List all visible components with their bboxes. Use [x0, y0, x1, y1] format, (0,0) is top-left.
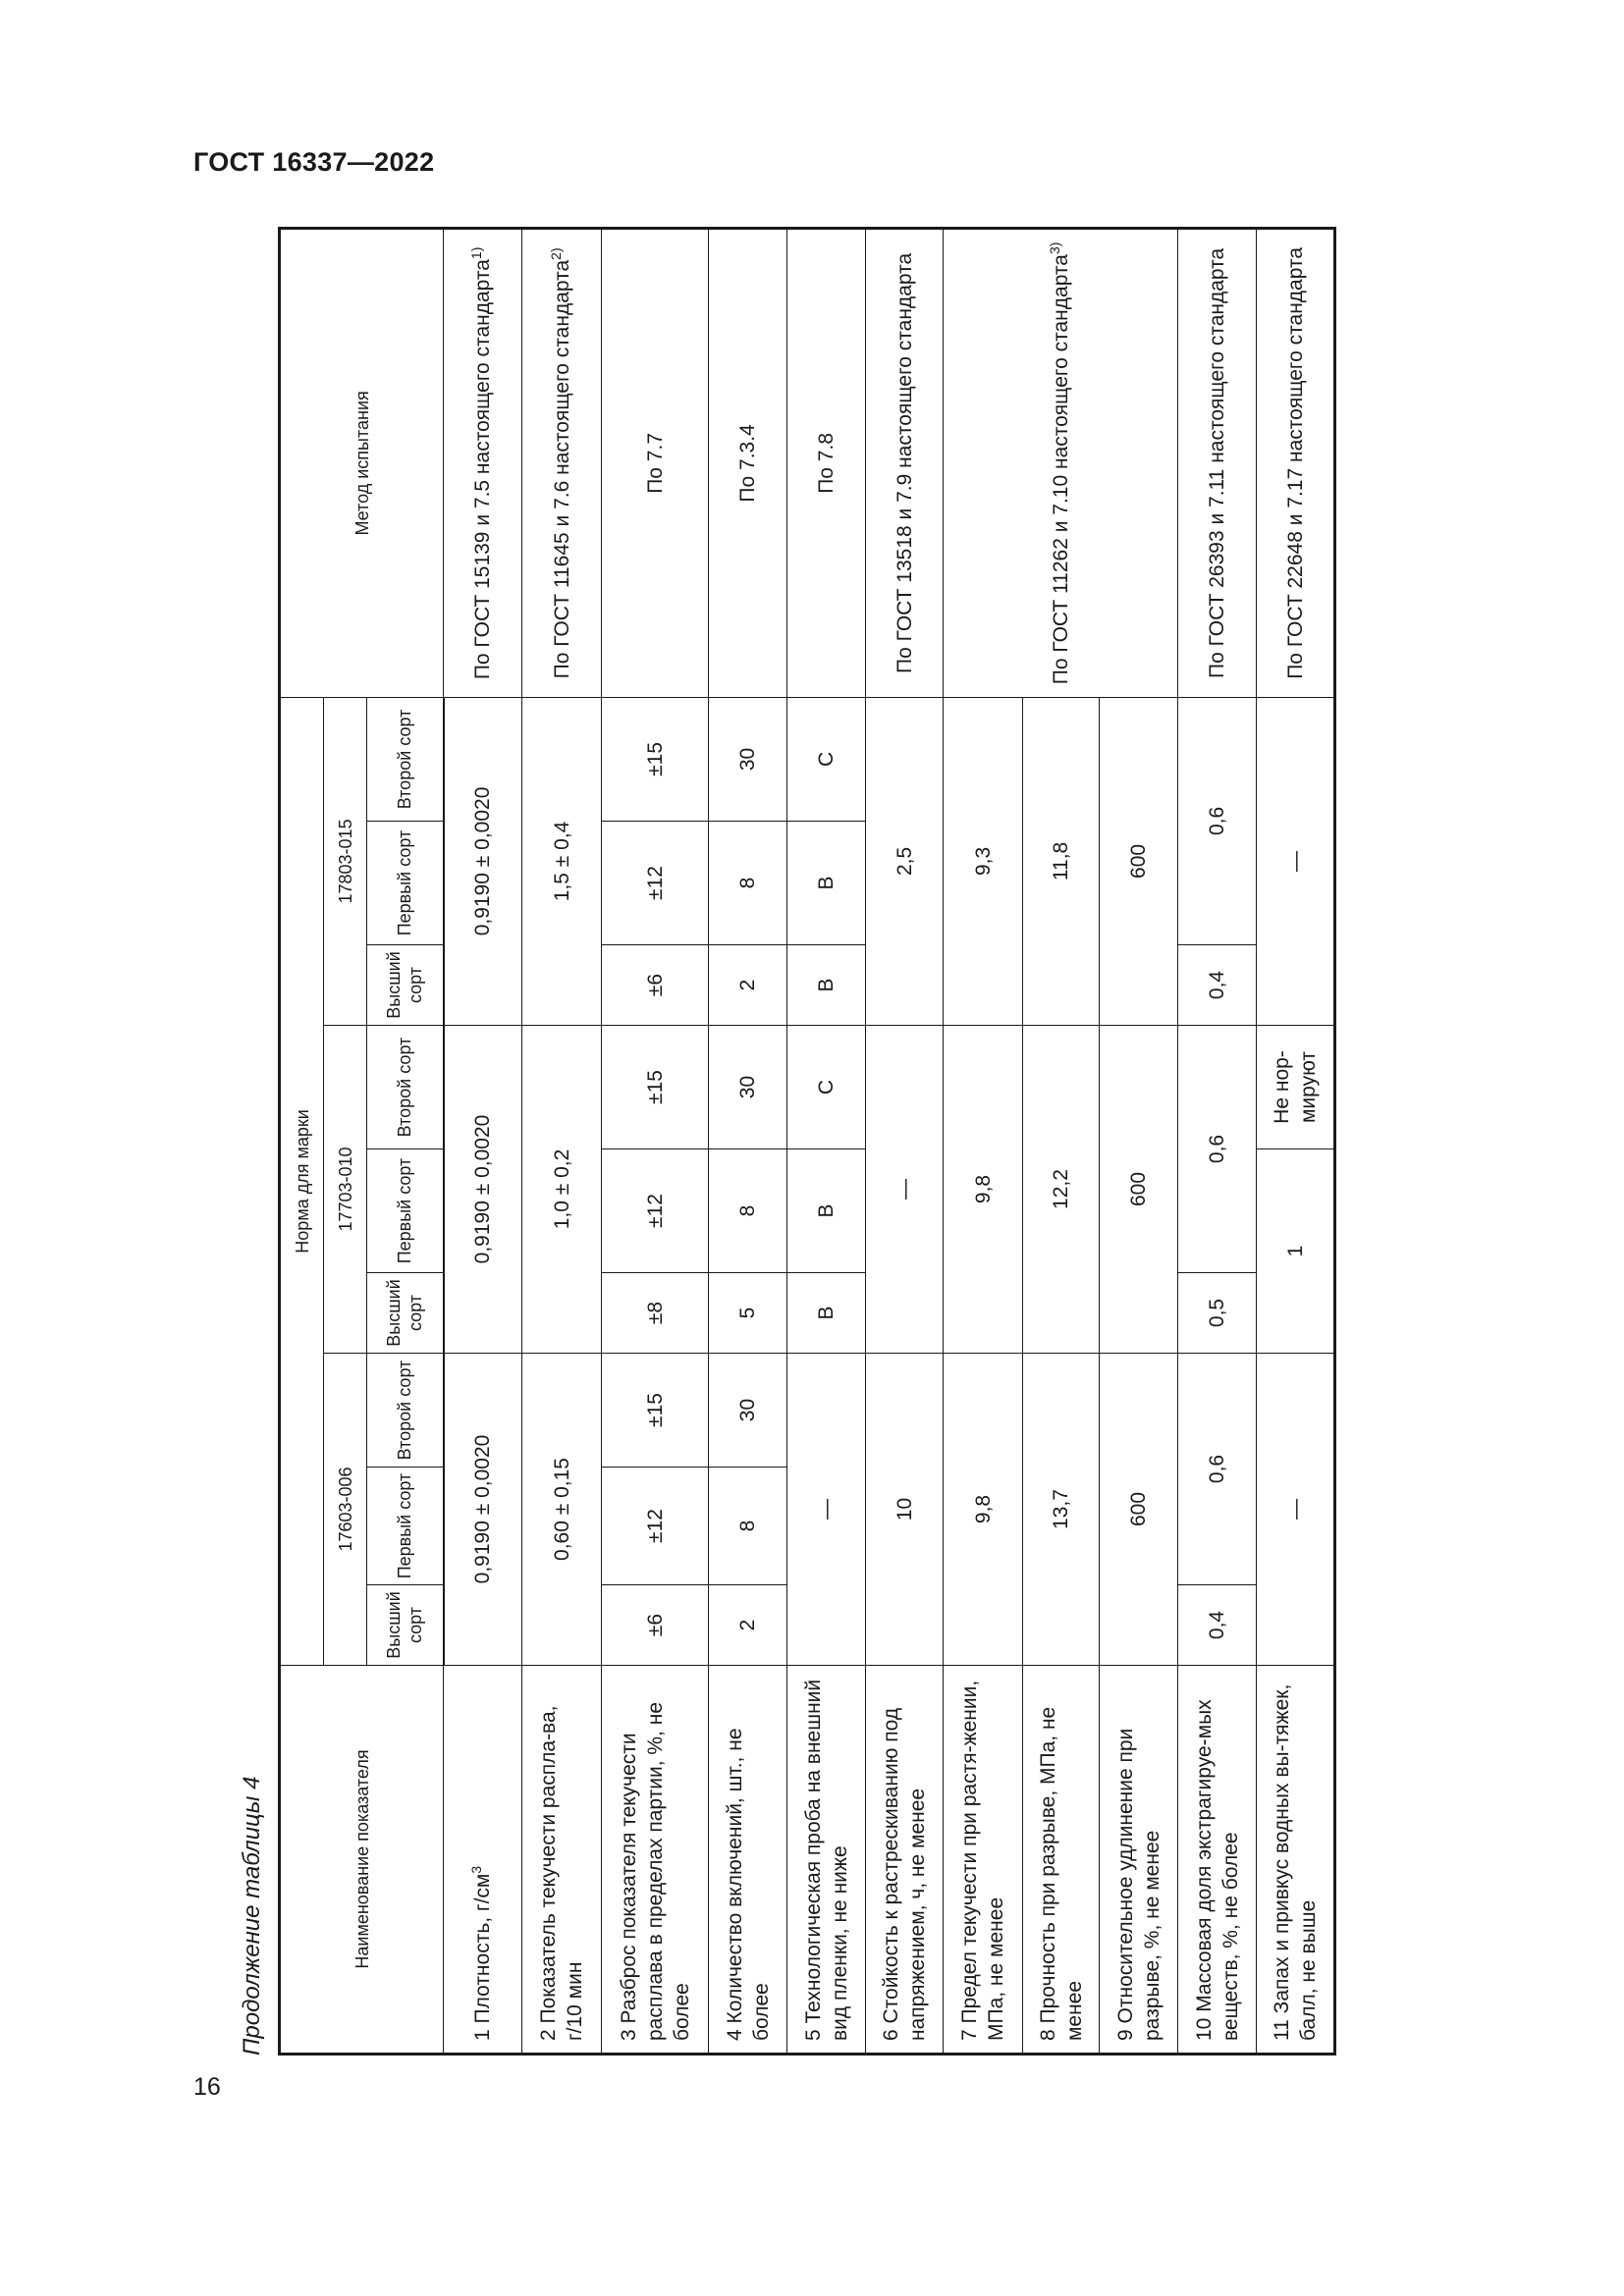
value-cell: 5	[709, 1273, 787, 1354]
value-cell: 9,3	[944, 697, 1023, 1025]
table-row	[866, 228, 944, 2054]
value-cell: В	[787, 945, 866, 1026]
header-method: Метод испытания	[280, 228, 444, 697]
value-cell: ±8	[602, 1273, 709, 1354]
value-cell: ±12	[602, 822, 709, 945]
header-grade-17603-006: 17603-006	[324, 1354, 367, 1666]
row-name: 3 Разброс показателя текучести расплава в пределах партии, %, не более	[602, 1666, 709, 2055]
value-cell: 0,6	[1178, 697, 1257, 944]
table-row	[709, 228, 787, 2054]
value-cell: 2	[709, 1585, 787, 1666]
document-title: ГОСТ 16337—2022	[193, 147, 435, 177]
value-cell: В	[787, 1149, 866, 1273]
value-cell: 0,4	[1178, 1585, 1257, 1666]
table-row	[944, 228, 1023, 2054]
header-sort-second: Второй сорт	[367, 1026, 444, 1149]
method-cell: По ГОСТ 15139 и 7.5 настоящего стандарта$^{1)}$	[444, 228, 522, 697]
header-sort-first: Первый сорт	[367, 1149, 444, 1273]
header-sort-top: Высший сорт	[367, 945, 444, 1026]
value-cell: Не нор-мируют	[1257, 1026, 1335, 1149]
method-cell: По 7.7	[602, 228, 709, 697]
value-cell: 8	[709, 1468, 787, 1585]
value-cell: 0,9190 ± 0,0020	[444, 697, 522, 1025]
value-cell: 12,2	[1023, 1026, 1100, 1354]
header-sort-first: Первый сорт	[367, 822, 444, 945]
header-sort-first: Первый сорт	[367, 1468, 444, 1585]
table-row	[787, 228, 866, 2054]
value-cell: 2	[709, 945, 787, 1026]
row-name: 10 Массовая доля экстрагируе-мых веществ, %, не более	[1178, 1666, 1257, 2055]
value-cell: —	[1257, 1354, 1335, 1666]
value-cell: 600	[1100, 1026, 1178, 1354]
table-caption: Продолжение таблицы 4	[239, 1776, 265, 2056]
value-cell: С	[787, 697, 866, 821]
value-cell: 8	[709, 822, 787, 945]
value-cell: 0,5	[1178, 1273, 1257, 1354]
row-name: 4 Количество включений, шт., не более	[709, 1666, 787, 2055]
table-row	[1178, 228, 1257, 2054]
value-cell: 600	[1100, 1354, 1178, 1666]
header-sort-top: Высший сорт	[367, 1585, 444, 1666]
value-cell: В	[787, 1273, 866, 1354]
header-grade-17703-010: 17703-010	[324, 1026, 367, 1354]
header-grade-17803-015: 17803-015	[324, 697, 367, 1025]
value-cell: 2,5	[866, 697, 944, 1025]
value-cell: —	[866, 1026, 944, 1354]
value-cell: ±15	[602, 697, 709, 821]
value-cell: —	[787, 1354, 866, 1666]
row-name: 7 Предел текучести при растя-жении, МПа, не менее	[944, 1666, 1023, 2055]
method-cell: По ГОСТ 26393 и 7.11 настоящего стандарта	[1178, 228, 1257, 697]
row-name: 2 Показатель текучести распла-ва, г/10 мин	[522, 1666, 602, 2055]
value-cell: 0,9190 ± 0,0020	[444, 1354, 522, 1666]
value-cell: 1	[1257, 1149, 1335, 1354]
header-sort-second: Второй сорт	[367, 1354, 444, 1468]
method-cell: По 7.8	[787, 228, 866, 697]
method-cell: По ГОСТ 11645 и 7.6 настоящего стандарта$^{2)}$	[522, 228, 602, 697]
row-name: 1 Плотность, $г/см^3$	[444, 1666, 522, 2055]
value-cell: 30	[709, 697, 787, 821]
value-cell: 1,5 ± 0,4	[522, 697, 602, 1025]
value-cell: 10	[866, 1354, 944, 1666]
value-cell: 9,8	[944, 1026, 1023, 1354]
value-cell: ±15	[602, 1354, 709, 1468]
value-cell: В	[787, 822, 866, 945]
page-number: 16	[193, 2073, 221, 2101]
header-sort-top: Высший сорт	[367, 1273, 444, 1354]
value-cell: ±12	[602, 1468, 709, 1585]
value-cell: 0,4	[1178, 945, 1257, 1026]
table-row	[444, 228, 522, 2054]
value-cell: ±6	[602, 1585, 709, 1666]
value-cell: ±15	[602, 1026, 709, 1149]
method-cell: По 7.3.4	[709, 228, 787, 697]
value-cell: ±6	[602, 945, 709, 1026]
row-name: 5 Технологическая проба на внешний вид пленки, не ниже	[787, 1666, 866, 2055]
value-cell: 0,6	[1178, 1354, 1257, 1585]
value-cell: —	[1257, 697, 1335, 1025]
value-cell: 600	[1100, 697, 1178, 1025]
header-sort-second: Второй сорт	[367, 697, 444, 821]
header-name: Наименование показателя	[280, 1666, 444, 2055]
value-cell: 0,60 ± 0,15	[522, 1354, 602, 1666]
value-cell: С	[787, 1026, 866, 1149]
value-cell: 30	[709, 1354, 787, 1468]
row-name: 6 Стойкость к растрескиванию под напряжением, ч, не менее	[866, 1666, 944, 2055]
value-cell: 0,9190 ± 0,0020	[444, 1026, 522, 1354]
value-cell: 11,8	[1023, 697, 1100, 1025]
rotated-table-area	[239, 230, 1320, 2056]
value-cell: 0,6	[1178, 1026, 1257, 1273]
method-cell: По ГОСТ 13518 и 7.9 настоящего стандарта	[866, 228, 944, 697]
value-cell: 30	[709, 1026, 787, 1149]
value-cell: ±12	[602, 1149, 709, 1273]
value-cell: 9,8	[944, 1354, 1023, 1666]
table-row	[522, 228, 602, 2054]
value-cell: 1,0 ± 0,2	[522, 1026, 602, 1354]
table-row	[1257, 228, 1335, 2054]
row-name: 11 Запах и привкус водных вы-тяжек, балл, не выше	[1257, 1666, 1335, 2055]
properties-table	[278, 227, 1336, 2056]
method-cell: По ГОСТ 11262 и 7.10 настоящего стандарта$^{3)}$	[944, 228, 1178, 697]
row-name: 8 Прочность при разрыве, МПа, не менее	[1023, 1666, 1100, 2055]
method-cell: По ГОСТ 22648 и 7.17 настоящего стандарта	[1257, 228, 1335, 697]
value-cell: 8	[709, 1149, 787, 1273]
value-cell: 13,7	[1023, 1354, 1100, 1666]
header-norm: Норма для марки	[280, 697, 324, 1665]
table-row	[602, 228, 709, 2054]
row-name: 9 Относительное удлинение при разрыве, %, не менее	[1100, 1666, 1178, 2055]
